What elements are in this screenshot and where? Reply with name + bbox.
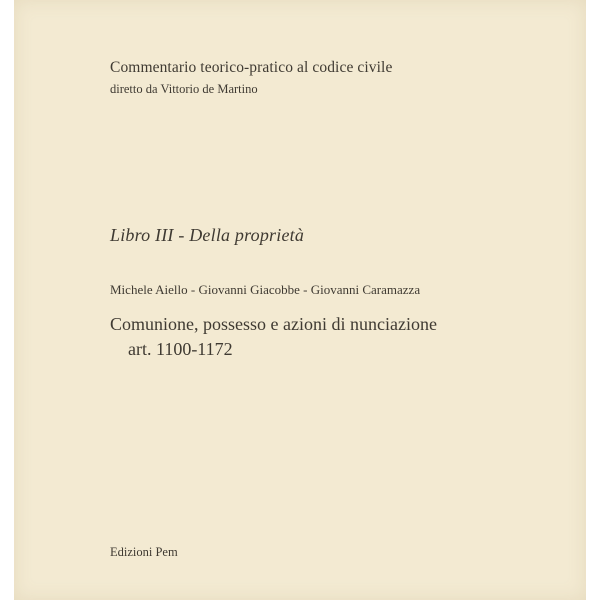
title-page: [14, 0, 586, 600]
main-title: Comunione, possesso e azioni di nunciazione: [110, 314, 437, 334]
article-range: art. 1100-1172: [128, 339, 233, 359]
book-title: Libro III - Della proprietà: [110, 225, 305, 245]
authors-line: Michele Aiello - Giovanni Giacobbe - Giovanni Caramazza: [110, 282, 421, 297]
series-editor: diretto da Vittorio de Martino: [110, 82, 258, 96]
series-title: Commentario teorico-pratico al codice civile: [110, 59, 393, 76]
publisher-name: Edizioni Pem: [110, 545, 178, 559]
